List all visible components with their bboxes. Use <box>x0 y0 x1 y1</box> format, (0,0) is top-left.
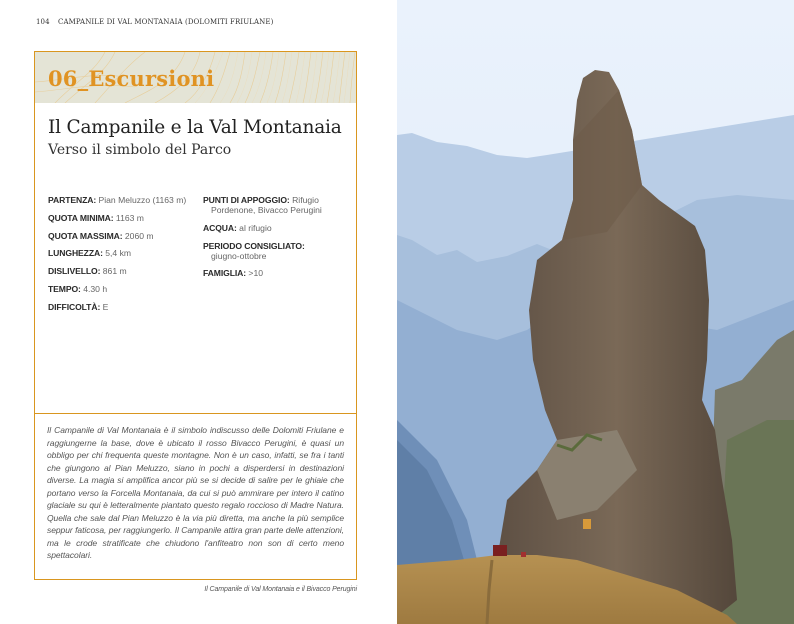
fact-quota-minima: QUOTA MINIMA: 1163 m <box>48 212 144 223</box>
fact-quota-massima: QUOTA MASSIMA: 2060 m <box>48 230 154 241</box>
fact-famiglia: FAMIGLIA: >10 <box>203 268 263 279</box>
fact-periodo-consigliato: PERIODO CONSIGLIATO: giugno-ottobre <box>203 240 305 261</box>
fact-difficolta: DIFFICOLTÀ: E <box>48 301 109 312</box>
mountain-photo-icon <box>397 0 794 624</box>
excursion-card <box>34 51 357 580</box>
photo-caption: Il Campanile di Val Montanaia e il Bivacco Perugini <box>204 586 357 593</box>
excursion-subtitle: Verso il simbolo del Parco <box>48 142 232 158</box>
fact-dislivello: DISLIVELLO: 861 m <box>48 266 127 277</box>
excursion-description: Il Campanile di Val Montanaia è il simbolo indiscusso delle Dolomiti Friulane e raggiungerne la base, dove è ubicato il rosso Bivacco Perugini, è quasi un obbligo per chi frequenta queste montagne. Non è un caso, infatti, se fra i tanti che giungono al Pian Meluzzo, siano in pochi a disperdersi in destinazioni diverse. La magia si amplifica ancor più se si decide di salire per le ghiaie che portano verso la Forcella Montanaia, da cui si può ammirare per intero il catino glaciale su qui è letteralmente piantato questo regalo roccioso di Madre Natura. Quella che sale dal Pian Meluzzo è la via più diretta, ma anche la più semplice seppur faticosa, per raggiungerlo. Il Campanile attira gran parte delle attenzioni, ma le crode stratificate che chiudono l'anfiteatro non son di certo meno spettacolari. <box>47 425 344 561</box>
fact-punti-di-appoggio: PUNTI DI APPOGGIO: Rifugio Pordenone, Bivacco Perugini <box>203 195 322 215</box>
running-head <box>36 18 273 26</box>
fact-partenza: PARTENZA: Pian Meluzzo (1163 m) <box>48 195 187 205</box>
fact-tempo: TEMPO: 4.30 h <box>48 283 108 294</box>
facts-right-column <box>203 195 353 286</box>
page-number: 104 <box>36 18 50 26</box>
campanile-photo <box>397 0 794 624</box>
running-head-title: CAMPANILE DI VAL MONTANAIA (DOLOMITI FRIULANE) <box>58 18 274 26</box>
excursion-title: Il Campanile e la Val Montanaia <box>48 117 342 138</box>
card-header-band <box>35 52 356 103</box>
facts-left-column <box>48 195 208 320</box>
fact-lunghezza: LUNGHEZZA: 5,4 km <box>48 248 132 259</box>
fact-acqua: ACQUA: al rifugio <box>203 222 272 233</box>
section-title: 06_Escursioni <box>48 66 215 91</box>
card-divider <box>35 413 356 414</box>
